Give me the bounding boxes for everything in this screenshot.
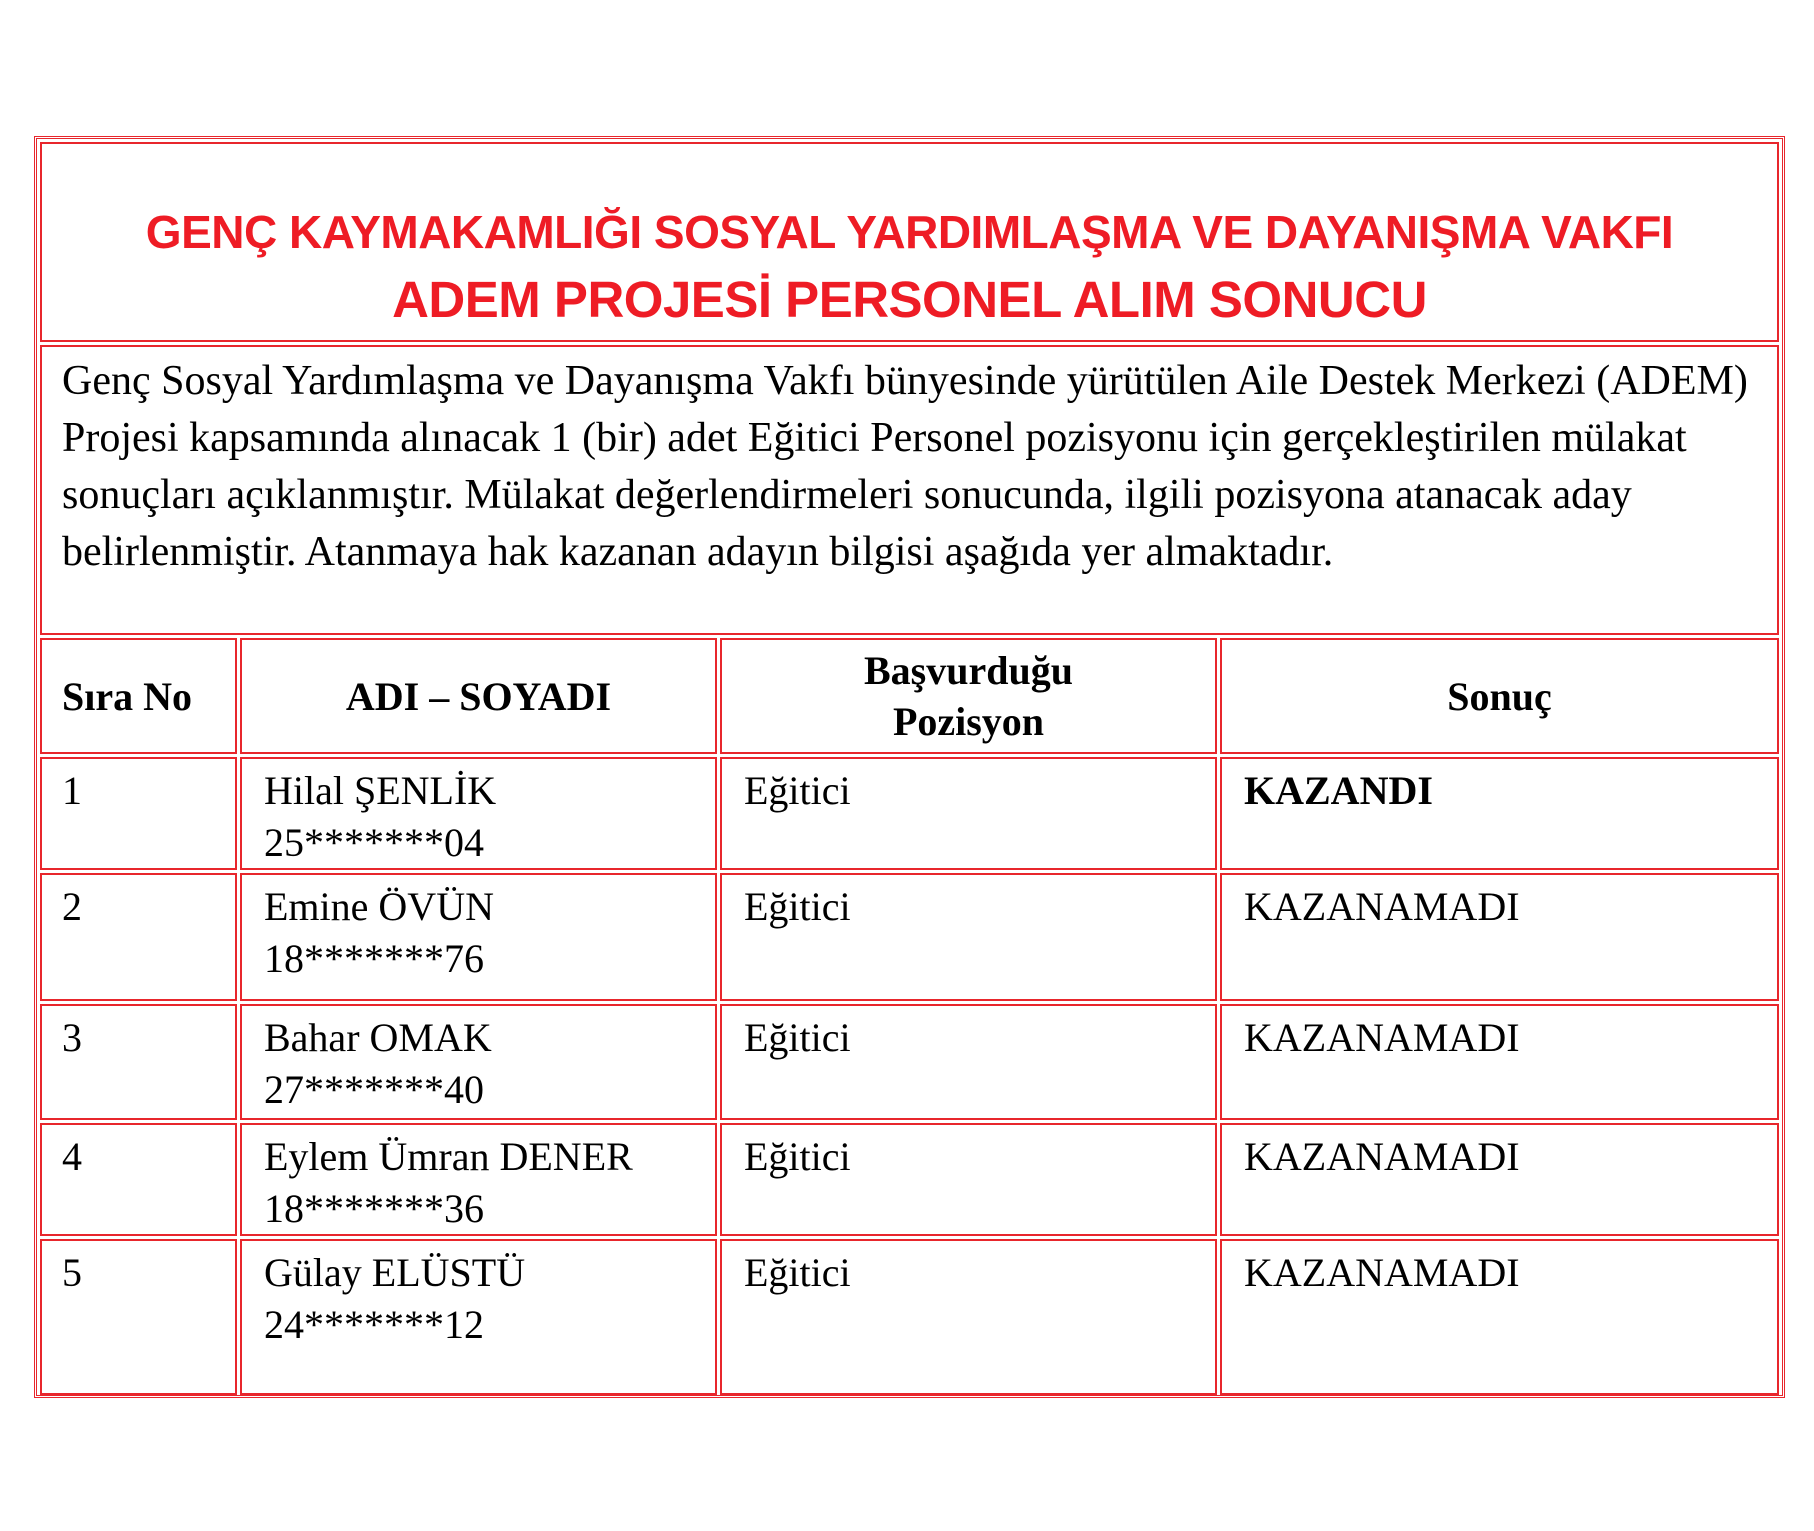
- header-sira-no: Sıra No: [40, 638, 237, 754]
- row-5-name-cell: [240, 1239, 717, 1395]
- row-1-name-cell: [240, 757, 717, 870]
- row-3-position: Eğitici: [720, 1004, 1217, 1120]
- row-1-position: Eğitici: [720, 757, 1217, 870]
- row-2-no: 2: [40, 873, 237, 1001]
- row-3-no: 3: [40, 1004, 237, 1120]
- row-4-id: 18*******36: [264, 1186, 484, 1231]
- title-line-1: GENÇ KAYMAKAMLIĞI SOSYAL YARDIMLAŞMA VE DAYANIŞMA VAKFI: [145, 206, 1674, 258]
- row-4-name-cell: [240, 1123, 717, 1236]
- title-line-2: ADEM PROJESİ PERSONEL ALIM SONUCU: [392, 271, 1427, 328]
- row-3-name-cell: [240, 1004, 717, 1120]
- row-4-result: KAZANAMADI: [1220, 1123, 1779, 1236]
- row-2-result: KAZANAMADI: [1220, 873, 1779, 1001]
- row-5-id: 24*******12: [264, 1302, 484, 1347]
- row-1-id: 25*******04: [264, 820, 484, 865]
- row-5-result: KAZANAMADI: [1220, 1239, 1779, 1395]
- title-block: [40, 142, 1779, 342]
- row-3-name: Bahar OMAK: [264, 1015, 492, 1060]
- intro-paragraph: Genç Sosyal Yardımlaşma ve Dayanışma Vakfı bünyesinde yürütülen Aile Destek Merkezi (ADEM) Projesi kapsamında alınacak 1 (bir) adet Eğitici Personel pozisyonu için gerçekleştirilen mülakat sonuçları açıklanmıştır. Mülakat değerlendirmeleri sonucunda, ilgili pozisyona atanacak aday belirlenmiştir. Atanmaya hak kazanan adayın bilgisi aşağıda yer almaktadır.: [40, 345, 1779, 635]
- header-pozisyon: [720, 638, 1217, 754]
- row-1-result: KAZANDI: [1220, 757, 1779, 870]
- row-3-result: KAZANAMADI: [1220, 1004, 1779, 1120]
- document-inner: [40, 142, 1779, 1392]
- row-2-id: 18*******76: [264, 936, 484, 981]
- row-5-name: Gülay ELÜSTÜ: [264, 1250, 526, 1295]
- row-5-no: 5: [40, 1239, 237, 1395]
- row-1-name: Hilal ŞENLİK: [264, 768, 497, 813]
- header-sonuc: Sonuç: [1220, 638, 1779, 754]
- row-4-name: Eylem Ümran DENER: [264, 1134, 633, 1179]
- header-adi-soyadi: ADI – SOYADI: [240, 638, 717, 754]
- row-2-name: Emine ÖVÜN: [264, 884, 494, 929]
- row-2-name-cell: [240, 873, 717, 1001]
- row-1-no: 1: [40, 757, 237, 870]
- document-frame: [34, 136, 1785, 1398]
- row-4-no: 4: [40, 1123, 237, 1236]
- row-5-position: Eğitici: [720, 1239, 1217, 1395]
- header-pozisyon-line-2: Pozisyon: [892, 699, 1045, 744]
- header-pozisyon-line-1: Başvurduğu: [864, 648, 1073, 693]
- row-2-position: Eğitici: [720, 873, 1217, 1001]
- row-4-position: Eğitici: [720, 1123, 1217, 1236]
- row-3-id: 27*******40: [264, 1067, 484, 1112]
